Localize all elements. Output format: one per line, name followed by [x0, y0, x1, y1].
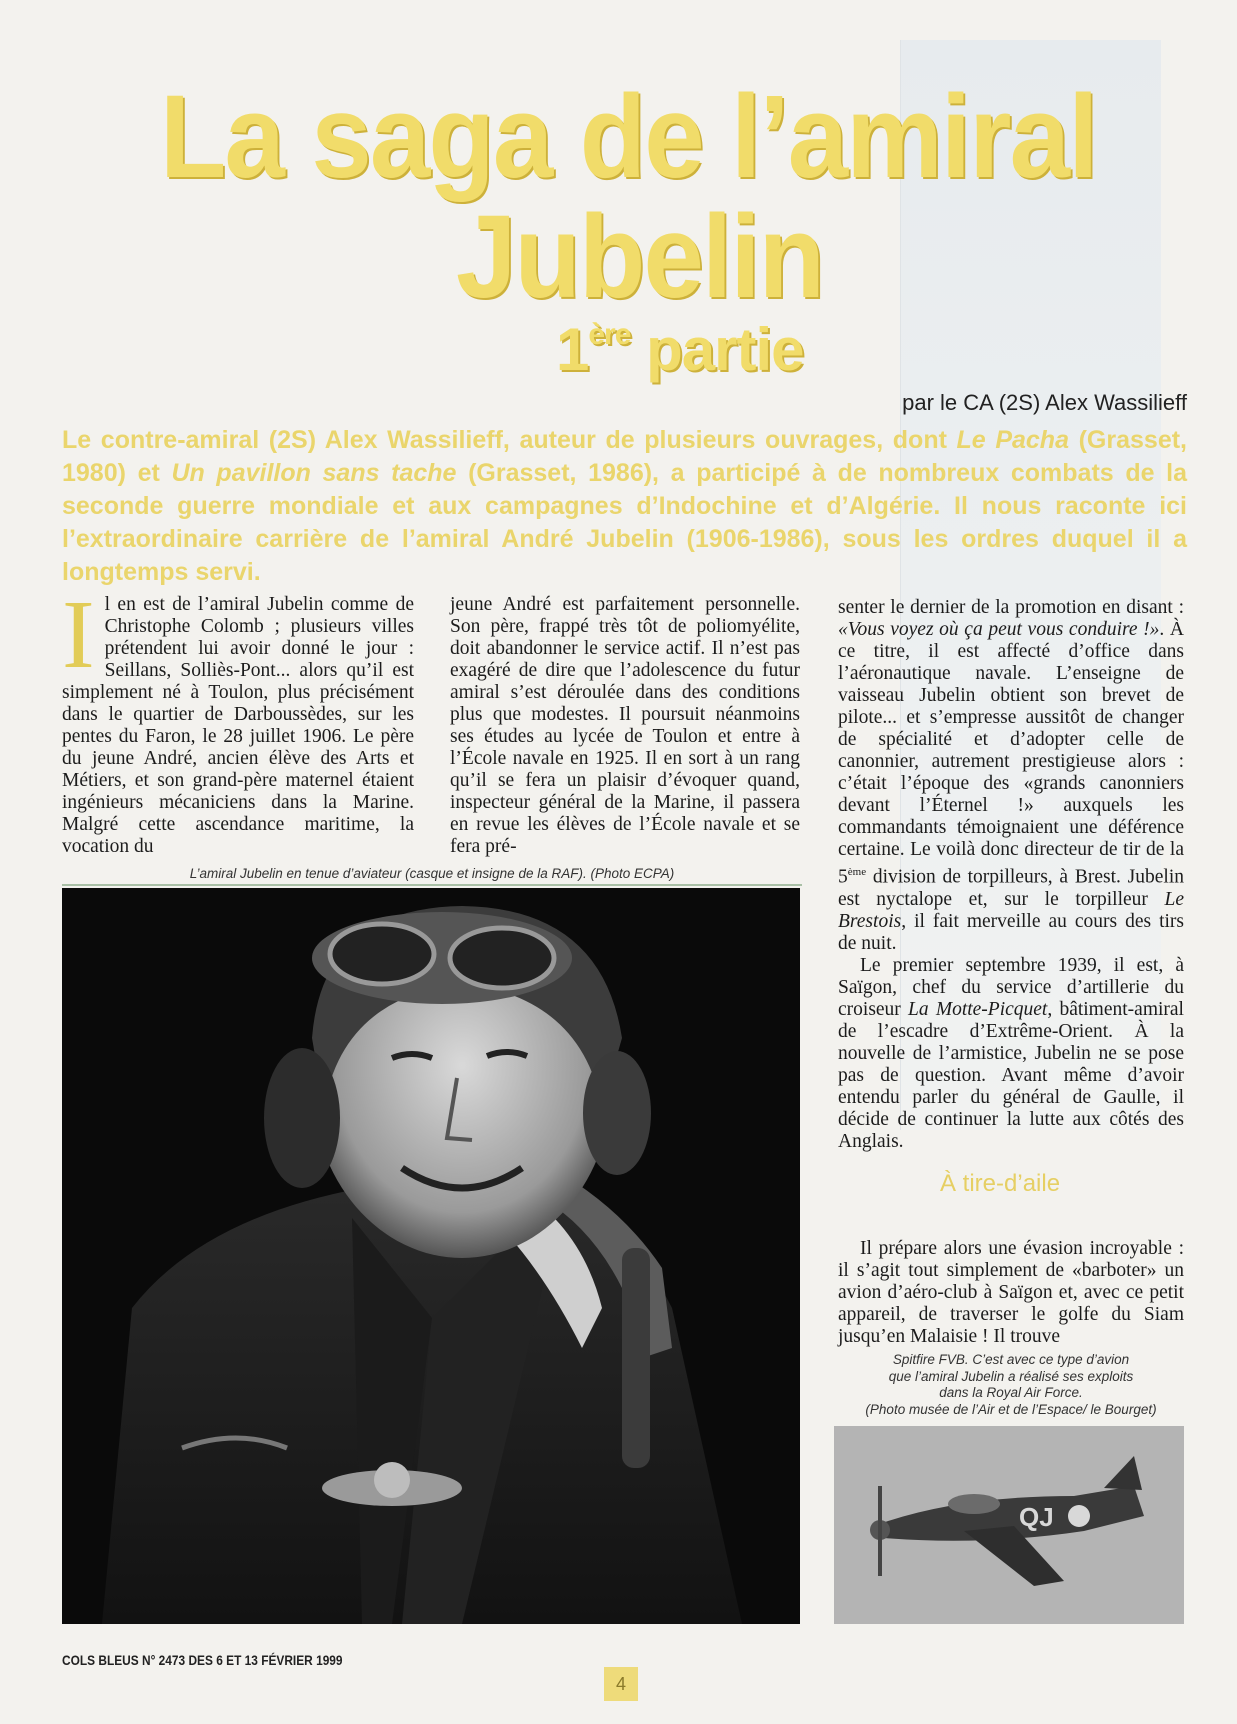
col3-ship-1: Le Brestois — [838, 888, 1184, 932]
photo-caption-2 — [836, 1352, 1186, 1418]
col3-sup: ème — [847, 866, 867, 878]
col3-quote: «Vous voyez où ça peut vous conduire !» — [838, 619, 1160, 640]
col3-ship-2: La Motte-Picquet — [908, 998, 1048, 1020]
page-number: 4 — [604, 1667, 638, 1701]
caption-2-line-3: dans la Royal Air Force. — [939, 1385, 1083, 1400]
intro-book-1: Le Pacha — [956, 426, 1069, 454]
portrait-illustration — [62, 888, 800, 1624]
column-3-paragraph-1 — [838, 597, 1184, 955]
article-column-2 — [450, 594, 800, 858]
byline: par le CA (2S) Alex Wassilieff — [902, 390, 1187, 415]
footer-issue-info: COLS BLEUS N° 2473 DES 6 ET 13 FÉVRIER 1999 — [62, 1652, 343, 1668]
title-line-2: Jubelin — [456, 191, 824, 323]
drop-cap: I — [62, 581, 95, 689]
column-1-text: l en est de l’amiral Jubelin comme de Christophe Colomb ; plusieurs villes prétendent lui avoir donné le jour : Seillans, Solliès-Pont... alors qu’il est simplement né à Toulon, plus précisément dans le quartier de Darboussèdes, sur les pentes du Faron, le 28 juillet 1906. Le père du jeune André, ancien élève des Arts et Métiers, et son grand-père maternel étaient ingénieurs mécaniciens dans la Marine. Malgré cette ascendance maritime, la vocation du — [62, 594, 414, 857]
title-line-1: La saga de l’amiral — [160, 71, 1097, 203]
title-part-number: 1 — [556, 316, 589, 383]
title-part-sup: ère — [588, 318, 631, 351]
col3-text-f: , bâtiment-amiral de l’escadre d’Extrême-Orient. À la nouvelle de l’armistice, Jubelin ne se pose pas de question. Avant même d’avoir entendu parler du général de Gaulle, il décide de continuer la lutte aux côtés des Anglais. — [838, 998, 1184, 1152]
column-3-paragraph-3: Il prépare alors une évasion incroyable : il s’agit tout simplement de «barboter» un avion d’aéro-club à Saïgon et, avec ce petit appareil, de traverser le golfe du Siam jusqu’en Malaisie ! Il trouve — [838, 1238, 1184, 1347]
intro-text-1: Le contre-amiral (2S) Alex Wassilieff, auteur de plusieurs ouvrages, dont — [62, 426, 957, 454]
portrait-photo — [62, 888, 800, 1624]
caption-2-line-4: (Photo musée de l’Air et de l’Espace/ le Bourget) — [865, 1401, 1157, 1417]
article-column-3 — [838, 597, 1184, 1153]
intro-paragraph — [62, 424, 1187, 589]
column-2-text: jeune André est parfaitement personnelle. Son père, frappé très tôt de poliomyélite, doit abandonner le service actif. Il n’est pas exagéré de dire que l’adolescence du futur amiral s’est déroulée dans des conditions plus que modestes. Il poursuit néanmoins ses études au lycée de Toulon et entre à l’École navale en 1925. Il en sort à un rang qu’il se fera un plaisir d’évoquer quand, inspecteur général de la Marine, il passera en revue les élèves de l’École navale et se fera pré- — [450, 594, 800, 857]
intro-text-2: (Grasset, 1980) et — [62, 426, 1187, 487]
plane-marking: QJ — [1019, 1502, 1054, 1532]
col3-text-b: . À ce titre, il est affecté d’office dans l’aéronautique navale. L’enseigne de vaisseau Jubelin obtient son brevet de pilote... et s’empresse aussitôt de changer de spécialité et d’adopter celle de canonnier, autrement prestigieuse alors : c’était l’époque des «grands canonniers devant l’Éternel !» auxquels les commandants témoignaient une déférence certaine. Le voilà donc directeur de tir de la 5 — [838, 619, 1184, 888]
caption-2-line-1: Spitfire FVB. C’est avec ce type d’avion — [892, 1352, 1130, 1367]
col3-text-c: division de torpilleurs, à Brest. Jubelin est nyctalope et, sur le torpilleur — [838, 866, 1184, 910]
section-subhead: À tire-d’aile — [940, 1170, 1061, 1197]
caption-2-line-2: que l’amiral Jubelin a réalisé ses exploits — [888, 1368, 1134, 1384]
spitfire-photo — [834, 1426, 1184, 1624]
col3-text-d: , il fait merveille au cours des tirs de nuit. — [838, 910, 1184, 954]
title-part — [556, 316, 804, 383]
article-column-1 — [62, 581, 414, 858]
col3-text-a: senter le dernier de la promotion en disant : — [838, 597, 1184, 618]
spitfire-illustration — [834, 1426, 1184, 1624]
photo-caption-1: L’amiral Jubelin en tenue d’aviateur (casque et insigne de la RAF). (Photo ECPA) — [189, 866, 675, 881]
caption-rule — [62, 884, 802, 886]
column-3-continued — [838, 1238, 1184, 1348]
column-3-paragraph-2 — [838, 955, 1184, 1153]
col3-text-e: Le premier septembre 1939, il est, à Saïgon, chef du service d’artillerie du croiseur — [838, 954, 1184, 1020]
title-part-word: partie — [630, 316, 804, 383]
intro-book-2: Un pavillon sans tache — [171, 459, 457, 487]
intro-text-3: (Grasset, 1986), a participé à de nombreux combats de la seconde guerre mondiale et aux campagnes d’Indochine et d’Algérie. Il nous raconte ici l’extraordinaire carrière de l’amiral André Jubelin (1906-1986), sous les ordres duquel il a longtemps servi. — [62, 459, 1187, 586]
